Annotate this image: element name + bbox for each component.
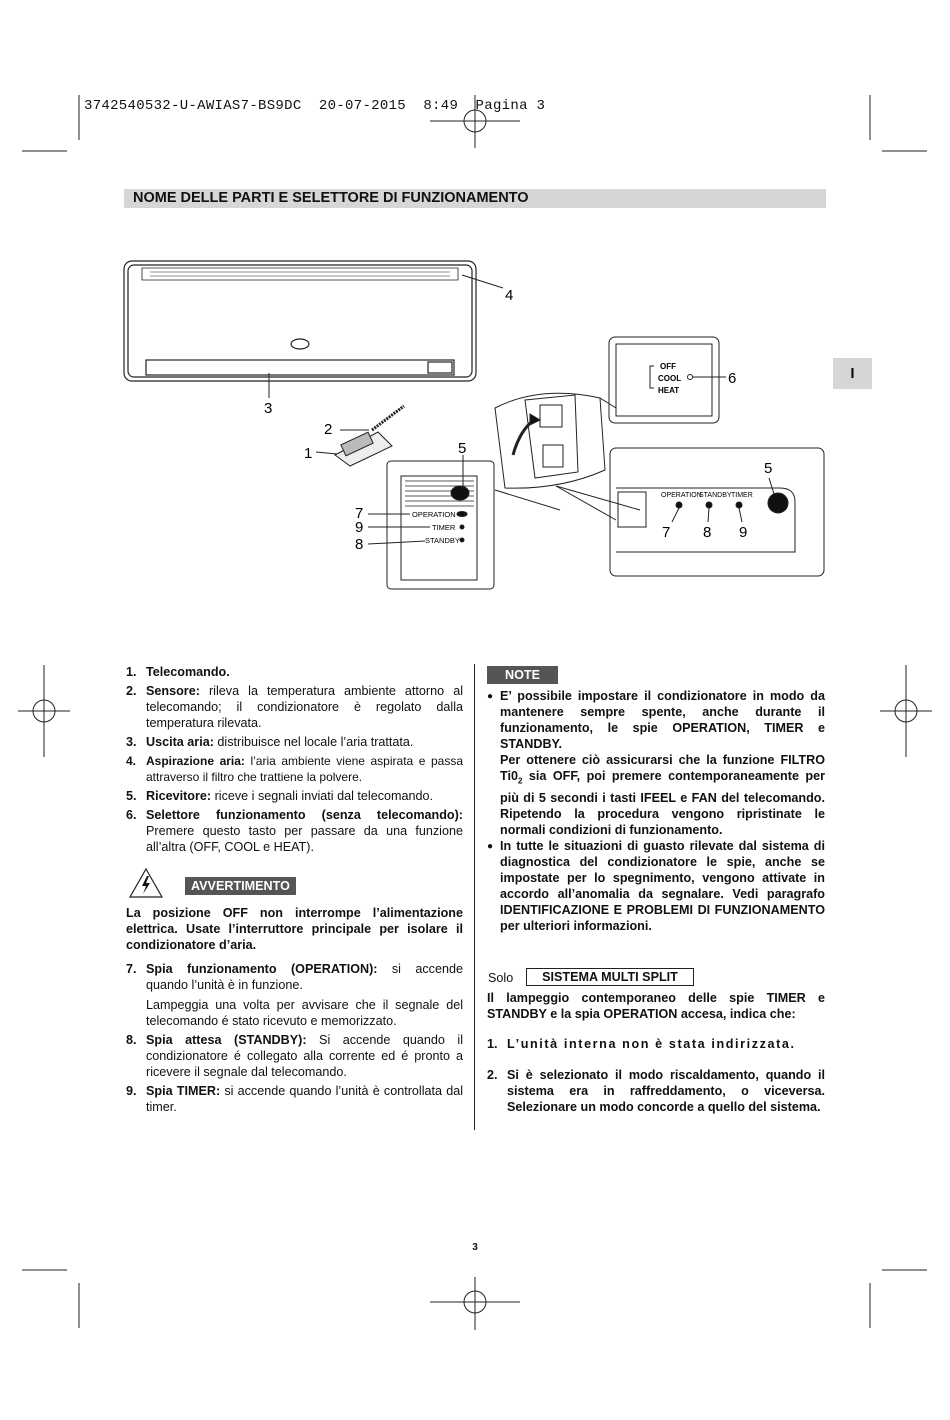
- callout-5-right: 5: [764, 460, 773, 477]
- left-column: [126, 664, 463, 1118]
- callout-1: 1: [304, 445, 313, 462]
- list-item: 4. Aspirazione aria: l’aria ambiente viene aspirata e passa attraverso il filtro che trattiene la polvere.: [126, 754, 463, 784]
- callout-6: 6: [728, 370, 737, 387]
- callout-2: 2: [324, 421, 333, 438]
- callout-8-right: 8: [703, 524, 712, 541]
- solo-label: Solo: [488, 970, 514, 985]
- callout-5-left: 5: [458, 440, 467, 457]
- list-item: 3. Uscita aria: distribuisce nel locale l’aria trattata.: [126, 735, 414, 749]
- warning-label: AVVERTIMENTO: [185, 877, 296, 895]
- parts-list: [126, 664, 463, 855]
- list-item: 2. Si è selezionato il modo riscaldamento, quando il sistema era in raffreddamento, o viceversa. Selezionare un modo concorde a quello del sistema.: [487, 1067, 825, 1114]
- list-item: 1. Telecomando.: [126, 665, 230, 679]
- multi-split-label: SISTEMA MULTI SPLIT: [526, 968, 694, 986]
- language-tab: I: [833, 358, 872, 389]
- list-item: 7. Spia funzionamento (OPERATION): si accende quando l’unità è in funzione. Lampeggia una volta per avvisare che il segnale del telecomando é stato ricevuto e memorizzato.: [126, 962, 463, 1028]
- display-inset: [610, 448, 824, 576]
- display-label-timer: TIMER: [731, 492, 753, 499]
- notes-list: [487, 688, 825, 934]
- display-panel: [368, 455, 494, 589]
- panel-label-timer: TIMER: [432, 523, 456, 532]
- list-item: 8. Spia attesa (STANDBY): Si accende quando il condizionatore é collegato alla corrente ed é pronto a ricevere il segnale dal telecomando.: [126, 1033, 463, 1079]
- callout-3: 3: [264, 400, 273, 417]
- note-label: NOTE: [487, 666, 558, 684]
- column-divider: [474, 664, 475, 1130]
- callout-9-left: 9: [355, 519, 364, 536]
- list-item: 1. L’unità interna non è stata indirizzata.: [487, 1036, 796, 1051]
- callout-7-right: 7: [662, 524, 671, 541]
- multi-split-heading: [487, 968, 825, 990]
- display-label-standby: STANDBY: [699, 492, 732, 499]
- multi-split-intro: Il lampeggio contemporaneo delle spie TIMER e STANDBY e la spia OPERATION accesa, indica che:: [487, 990, 825, 1021]
- registration-mark-bottom: [430, 1277, 520, 1330]
- selector-cool: COOL: [658, 374, 682, 383]
- callout-9-right: 9: [739, 524, 748, 541]
- callout-7-left: 7: [355, 505, 364, 522]
- list-item: 5. Ricevitore: riceve i segnali inviati dal telecomando.: [126, 789, 434, 803]
- selector-heat: HEAT: [658, 386, 680, 395]
- list-item: 2. Sensore: rileva la temperatura ambiente attorno al telecomando; il condizionatore è regolato dalla temperatura rilevata.: [126, 684, 463, 730]
- panel-label-operation: OPERATION: [412, 510, 456, 519]
- display-label-operation: OPERATION: [661, 492, 702, 499]
- selector-off: OFF: [660, 362, 676, 371]
- warning-block: [126, 865, 463, 905]
- note-item: ● In tutte le situazioni di guasto rilevate dal sistema di diagnostica del condizionatore le spie, anche se impostate per lo spegnimento, vengono attivate in accordo all’anomalia da segnalare. Vedi paragrafo IDENTIFICAZIONE E PROBLEMI DI FUNZIONAMENTO per ulteriori informazioni.: [487, 838, 825, 934]
- callout-8-left: 8: [355, 536, 364, 553]
- parts-diagram: [0, 0, 950, 600]
- list-item: 6. Selettore funzionamento (senza telecomando): Premere questo tasto per passare da una funzione all’altra (OFF, COOL e HEAT).: [126, 808, 463, 854]
- print-header: 3742540532-U-AWIAS7-BS9DC 20-07-2015 8:49 Pagina 3: [84, 98, 546, 114]
- panel-label-standby: STANDBY: [425, 536, 460, 545]
- callout-4: 4: [505, 287, 514, 304]
- warning-text: La posizione OFF non interrompe l’alimentazione elettrica. Usate l’interruttore principale per isolare il condizionatore d’aria.: [126, 906, 463, 952]
- list-item: 9. Spia TIMER: si accende quando l’unità è controllata dal timer.: [126, 1084, 464, 1114]
- section-title: NOME DELLE PARTI E SELETTORE DI FUNZIONAMENTO: [124, 189, 826, 208]
- electric-hazard-icon: [128, 867, 164, 899]
- note-item: ● E’ possibile impostare il condizionatore in modo da mantenere sempre spente, anche durante il funzionamento, le spie OPERATION, TIMER e STANDBY. Per ottenere ciò assicurarsi che la funzione FILTRO $Ti0_2$ sia OFF, poi premere contemporaneamente per più di 5 secondi i tasti IFEEL e FAN del telecomando. Ripetendo la procedura vengono ripristinate le normali condizioni di funzionamento.: [487, 688, 825, 838]
- registration-mark-left: [18, 665, 70, 757]
- indicator-list: [126, 961, 463, 1115]
- page-number: 3: [472, 1242, 478, 1253]
- registration-mark-right: [880, 665, 932, 757]
- right-column: [487, 666, 825, 1115]
- indoor-unit: [124, 261, 476, 381]
